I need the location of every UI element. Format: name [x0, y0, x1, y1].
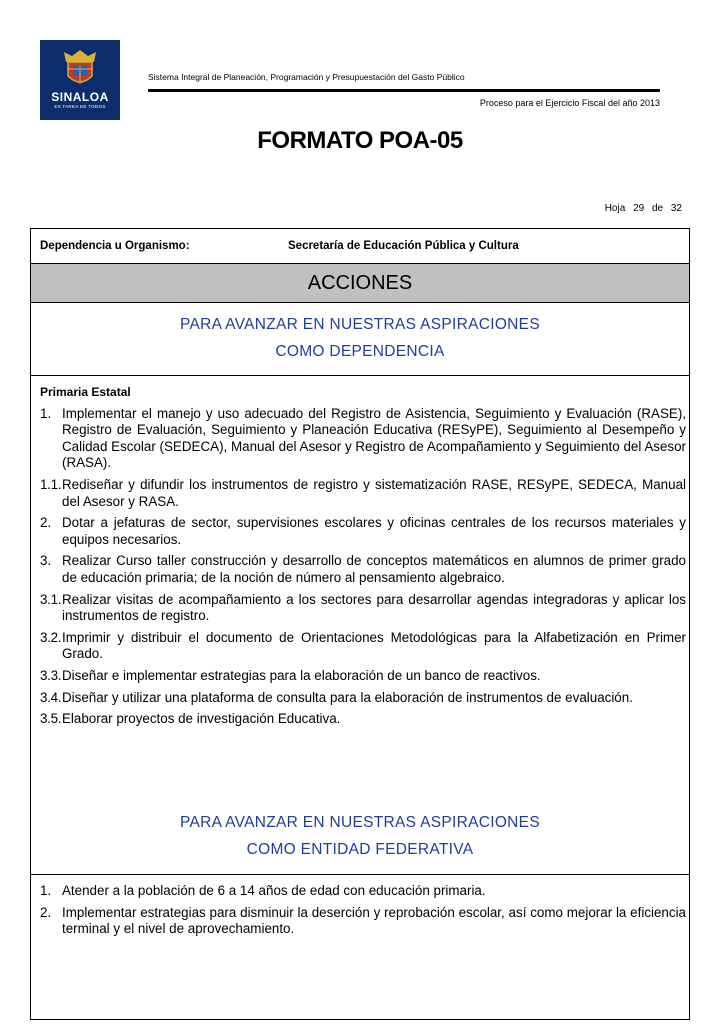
list-item — [40, 883, 686, 900]
section-heading-line1: PARA AVANZAR EN NUESTRAS ASPIRACIONES — [180, 814, 540, 831]
acciones-heading: ACCIONES — [31, 264, 689, 303]
list-item — [40, 668, 686, 685]
list-item — [40, 711, 686, 728]
dependencia-label: Dependencia u Organismo: — [40, 240, 190, 252]
list-item — [40, 477, 686, 510]
header-divider — [148, 89, 660, 92]
item-number: 3.5. — [40, 711, 62, 727]
item-text: Diseñar e implementar estrategias para la elaboración de un banco de reactivos. — [62, 667, 541, 683]
item-text: Elaborar proyectos de investigación Educativa. — [62, 711, 341, 727]
item-text: Realizar visitas de acompañamiento a los sectores para desarrollar agendas integradoras y aplicar los instrumentos de registro. — [62, 591, 686, 624]
list-item — [40, 905, 686, 938]
actions-table — [30, 228, 690, 1020]
format-title: FORMATO POA-05 — [257, 127, 463, 154]
item-text: Implementar el manejo y uso adecuado del Registro de Asistencia, Seguimiento y Evaluación (RASE), Registro de Evaluación, Seguimiento y Planeación Educativa (RESyPE), Seguimiento al Desempeño y Calidad Escolar (SEDECA), Manual del Asesor y Registro de Acompañamiento y Seguimiento del Asesor (RASA). — [62, 405, 686, 471]
dependencia-value: Secretaría de Educación Pública y Cultura — [288, 240, 519, 252]
item-number: 2. — [40, 904, 52, 920]
item-number: 1. — [40, 883, 52, 898]
list-item — [40, 515, 686, 548]
item-number: 1. — [40, 405, 52, 421]
page-current: 29 — [633, 203, 645, 214]
list-item — [40, 630, 686, 663]
section-heading-dependencia — [31, 303, 689, 376]
item-text: Imprimir y distribuir el documento de Orientaciones Metodológicas para la Alfabetización en Primer Grado. — [62, 629, 686, 662]
item-number: 3.3. — [40, 667, 62, 683]
item-number: 3.2. — [40, 629, 62, 645]
logo-tagline: ES TAREA DE TODOS — [54, 104, 106, 109]
item-number: 3.1. — [40, 591, 62, 607]
item-number: 2. — [40, 515, 52, 531]
section-heading-entidad-federativa — [31, 803, 689, 875]
dependencia-row — [31, 229, 689, 264]
list-item — [40, 592, 686, 625]
process-label: Proceso para el Ejercicio Fiscal del año 2013 — [479, 98, 660, 108]
system-title: Sistema Integral de Planeación, Programación y Presupuestación del Gasto Público — [148, 72, 465, 82]
section-heading-line2: COMO DEPENDENCIA — [275, 343, 445, 360]
item-text: Realizar Curso taller construcción y desarrollo de conceptos matemáticos en alumnos de primer grado de educación primaria; de la noción de número al pensamiento algebraico. — [62, 553, 686, 585]
page-total: 32 — [670, 203, 682, 214]
item-number: 3.4. — [40, 689, 62, 705]
page-indicator — [605, 203, 682, 214]
section-heading-line1: PARA AVANZAR EN NUESTRAS ASPIRACIONES — [180, 316, 540, 333]
item-text: Dotar a jefaturas de sector, supervisiones escolares y oficinas centrales de los recursos materiales y equipos necesarios. — [62, 515, 686, 547]
item-text: Rediseñar y difundir los instrumentos de registro y sistematización RASE, RESyPE, SEDECA, Manual del Asesor y RASA. — [62, 476, 686, 509]
logo-name: SINALOA — [51, 90, 109, 104]
item-text: Atender a la población de 6 a 14 años de edad con educación primaria. — [62, 883, 486, 898]
list-item — [40, 553, 686, 586]
section-heading-line2: COMO ENTIDAD FEDERATIVA — [246, 841, 474, 858]
sinaloa-coat-of-arms-icon — [60, 46, 100, 90]
item-text: Implementar estrategias para disminuir la deserción y reprobación escolar, así como mejorar la eficiencia terminal y el nivel de aprovechamiento. — [62, 904, 686, 937]
item-text: Diseñar y utilizar una plataforma de consulta para la elaboración de instrumentos de evaluación. — [62, 689, 633, 705]
page-label: Hoja — [604, 203, 626, 214]
list-item — [40, 690, 686, 707]
sinaloa-logo — [40, 40, 120, 120]
item-number: 3. — [40, 553, 52, 569]
list-item — [40, 406, 686, 472]
page-separator: de — [651, 203, 664, 214]
section-body-entidad-federativa — [40, 883, 686, 943]
subheading-primaria-estatal: Primaria Estatal — [40, 385, 131, 399]
item-number: 1.1. — [40, 476, 62, 492]
section-body-dependencia — [40, 384, 686, 733]
